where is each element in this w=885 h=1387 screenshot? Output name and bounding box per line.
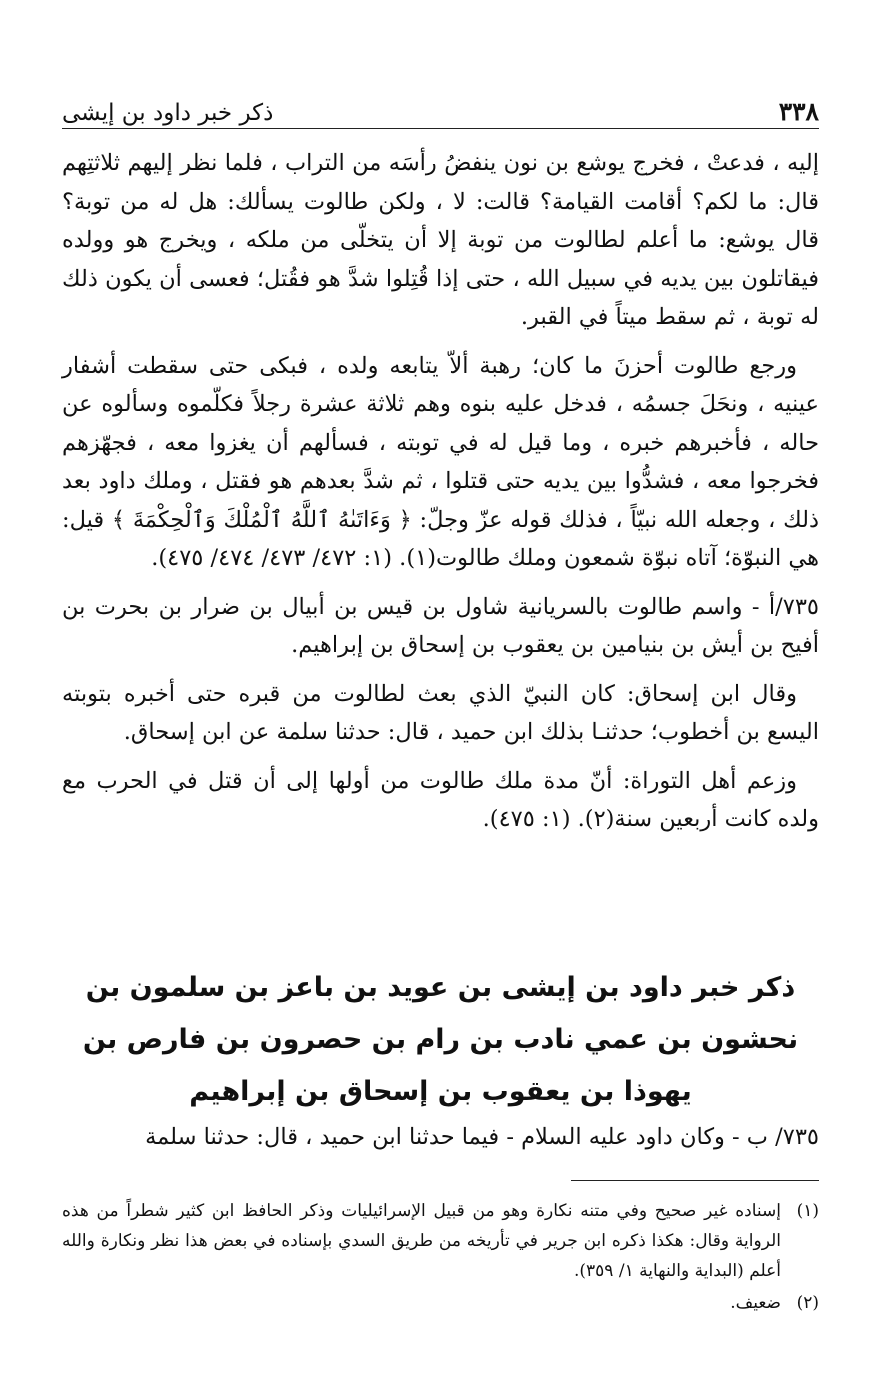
paragraph-yusha-reply: إليه ، فدعتْ ، فخرج يوشع بن نون ينفضُ رأسَه من التراب ، فلما نظر إليهم ثلاثتِهم قال: ما لكم؟ أقامت القيامة؟ قالت: لا ، ولكن طالوت يسألك: هل له من توبة؟ قال يوشع: ما أعلم لطالوت من توبة إلا أن يتخلّى من ملكه ، ويخرج هو وولده فيقاتلون بين يديه في سبيل الله ، حتى إذا قُتِلوا شدَّ هو فقُتل؛ فعسى أن يكون ذلك له توبة ، ثم سقط ميتاً في القبر. (62, 150, 819, 330)
footnote-marker: (١) (796, 1201, 819, 1221)
footnote-marker: (٢) (796, 1293, 819, 1313)
footnote-text: إسناده غير صحيح وفي متنه نكارة وهو من قبيل الإسرائيليات وذكر الحافظ ابن كثير شطراً من هذه الرواية وقال: هكذا ذكره ابن جرير في تأريخه من طريق السدي بإسناده في بعض هذا نظر ونكارة والله أعلم (البداية والنهاية ١/ ٣٥٩). (62, 1201, 781, 1281)
paragraph-735b: ٧٣٥/ ب - وكان داود عليه السلام - فيما حدثنا ابن حميد ، قال: حدثنا سلمة (145, 1124, 819, 1150)
footnotes (62, 1196, 819, 1320)
paragraph-torah-people: وزعم أهل التوراة: أنّ مدة ملك طالوت من أولها إلى أن قتل في الحرب مع ولده كانت أربعين سنة(٢). (١: ٤٧٥). (62, 767, 819, 832)
footnote-divider (571, 1180, 819, 1181)
paragraph-735a: ٧٣٥/أ - واسم طالوت بالسريانية شاول بن قيس بن أبيال بن ضرار بن بحرت بن أفيح بن أيش بن بنيامين بن يعقوب بن إسحاق بن إبراهيم. (62, 593, 819, 658)
section-heading: ذكر خبر داود بن إيشى بن عويد بن باعز بن سلمون بن نحشون بن عمي نادب بن رام بن حصرون بن فارص بن يهوذا بن يعقوب بن إسحاق بن إبراهيم (82, 972, 799, 1107)
paragraph-ibn-ishaq: وقال ابن إسحاق: كان النبيّ الذي بعث لطالوت من قبره حتى أخبره بتوبته اليسع بن أخطوب؛ حدثنـا بذلك ابن حميد ، قال: حدثنا سلمة عن ابن إسحاق. (62, 680, 819, 745)
footnote-text: ضعيف. (730, 1293, 781, 1313)
paragraph-talut-return-text: ورجع طالوت أحزنَ ما كان؛ رهبة ألاّ يتابعه ولده ، فبكى حتى سقطت أشفار عينيه ، ونحَلَ جسمُه ، فدخل عليه بنوه وهم ثلاثة عشرة رجلاً فكلّموه وسألوه عن حاله ، فأخبرهم خبره ، وما قيل له في توبته ، فسألهم أن يغزوا معه ، فجهّزهم فخرجوا معه ، فشدُّوا بين يديه حتى قتلوا ، ثم شدَّ بعدهم هو فقتل ، وملك داود بعد ذلك ، وجعله الله نبيّاً ، فذلك قوله عزّ وجلّ: ﴿ وَءَاتَىٰهُ ٱللَّهُ ٱلْمُلْكَ وَٱلْحِكْمَةَ ﴾ قيل: هي النبوّة؛ آتاه نبوّة شمعون وملك طالوت(١). (62, 352, 819, 571)
running-title: ذكر خبر داود بن إيشى (62, 100, 274, 126)
page-header (62, 82, 819, 126)
footnote-1 (62, 1196, 819, 1286)
header-divider (62, 128, 819, 129)
paragraph-talut-return (62, 347, 819, 578)
main-text (62, 144, 819, 849)
book-page (62, 0, 819, 1387)
footnote-2 (62, 1288, 819, 1318)
page-number: ٣٣٨ (778, 97, 819, 126)
source-references: (١: ٤٧٢/ ٤٧٣/ ٤٧٤/ ٤٧٥). (151, 545, 393, 571)
